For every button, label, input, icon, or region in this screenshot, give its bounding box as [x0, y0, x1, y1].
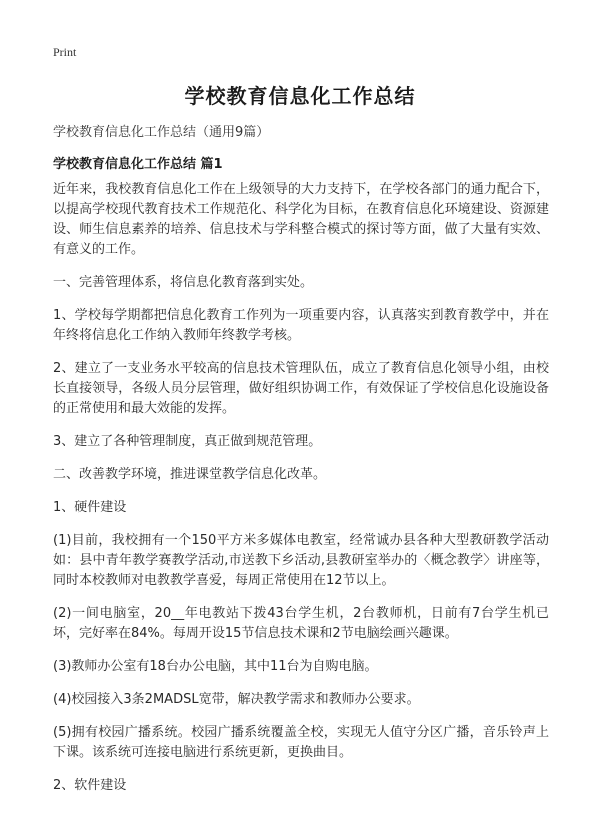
paragraph-item-2: 2、建立了一支业务水平较高的信息技术管理队伍，成立了教育信息化领导小组，由校长直接领导，各级人员分层管理，做好组织协调工作，有效保证了学校信息化设施设备的正常使用和最大效能的发挥。	[53, 361, 549, 416]
subheading-software: 2、软件建设	[53, 778, 127, 793]
section-heading-environment: 二、改善教学环境，推进课堂教学信息化改革。	[53, 467, 327, 482]
paragraph-hardware-3: (3)教师办公室有18台办公电脑，其中11台为自购电脑。	[53, 659, 378, 674]
page-title: 学校教育信息化工作总结	[184, 84, 416, 108]
section-heading-management: 一、完善管理体系，将信息化教育落到实处。	[53, 275, 314, 290]
paragraph-hardware-1: (1)目前，我校拥有一个150平方米多媒体电教室，经常诚办县各种大型教研教学活动如：县中青年教学赛教学活动,市送教下乡活动,县教研室举办的〈概念教学〉讲座等，同时本校教师对电教教学喜爱，每周正常使用在12节以上。	[53, 533, 549, 588]
paragraph-hardware-4: (4)校园接入3条2MADSL宽带，解决教学需求和教师办公要求。	[53, 692, 420, 707]
paragraph-hardware-2: (2)一间电脑室，20__年电教站下拨43台学生机，2台教师机，日前有7台学生机已坏，完好率在84%。每周开设15节信息技术课和2节电脑绘画兴趣课。	[53, 606, 549, 641]
paragraph-hardware-5: (5)拥有校园广播系统。校园广播系统覆盖全校，实现无人值守分区广播，音乐铃声上下课。该系统可连接电脑进行系统更新，更换曲目。	[53, 725, 549, 760]
article-body	[53, 180, 549, 809]
subheading-hardware: 1、硬件建设	[53, 500, 127, 515]
paragraph-item-1: 1、学校每学期都把信息化教育工作列为一项重要内容，认真落实到教育教学中，并在年终将信息化工作纳入教师年终教学考核。	[53, 308, 549, 343]
document-subtitle: 学校教育信息化工作总结（通用9篇）	[53, 125, 270, 140]
print-link[interactable]: Print	[53, 45, 77, 59]
paragraph-item-3: 3、建立了各种管理制度，真正做到规范管理。	[53, 434, 322, 449]
intro-paragraph: 近年来，我校教育信息化工作在上级领导的大力支持下，在学校各部门的通力配合下，以提高学校现代教育技术工作规范化、科学化为目标，在教育信息化环境建设、资源建设、师生信息素养的培养、信息技术与学科整合模式的探讨等方面，做了大量有实效、有意义的工作。	[53, 182, 549, 257]
article-heading: 学校教育信息化工作总结 篇1	[53, 157, 223, 172]
